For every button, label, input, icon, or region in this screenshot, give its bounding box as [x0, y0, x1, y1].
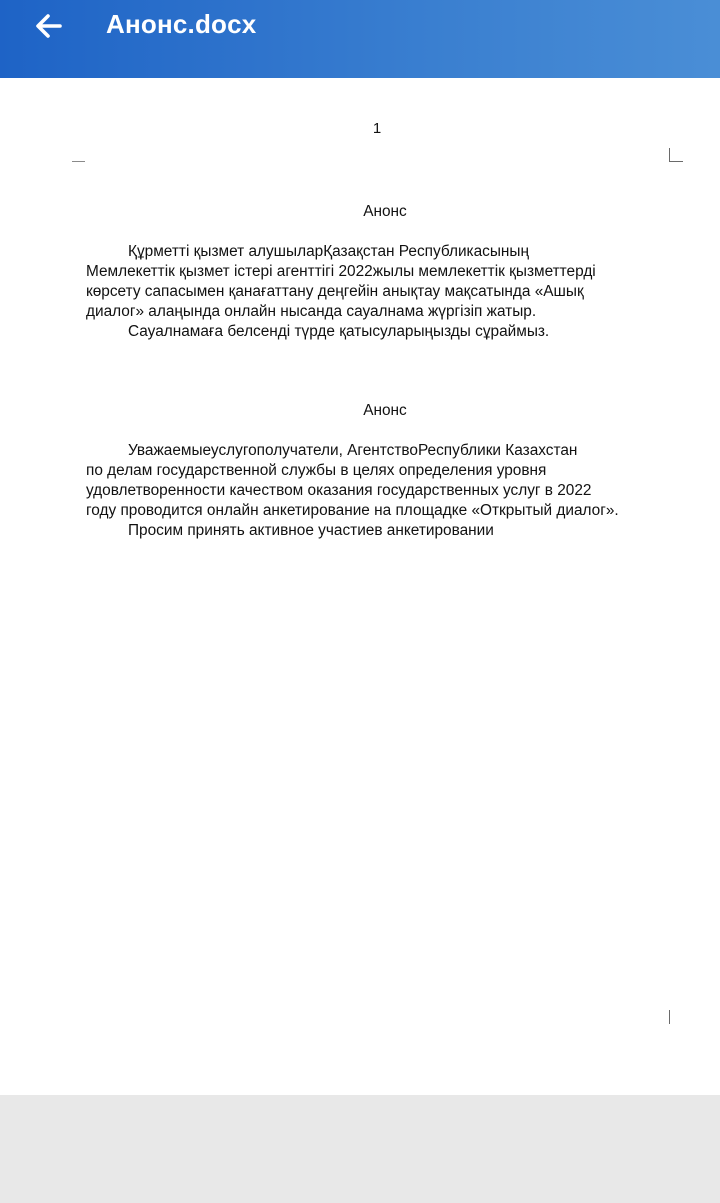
app-bar: [0, 0, 720, 78]
section-heading: Анонс: [363, 402, 407, 419]
announcement-kazakh: [86, 202, 682, 342]
paragraph-line: Мемлекеттік қызмет істері агенттігі 2022жылы мемлекеттік қызметтерді: [86, 263, 596, 280]
paragraph-line: диалог» алаңында онлайн нысанда сауалнама жүргізіп жатыр.: [86, 303, 537, 320]
paragraph-line: Сауалнамаға белсенді түрде қатысуларыңызды сұраймыз.: [128, 323, 550, 340]
section-body: [86, 441, 682, 541]
paragraph-line: көрсету сапасымен қанағаттану деңгейін анықтау мақсатында «Ашық: [86, 283, 584, 300]
arrow-left-icon: [26, 6, 78, 50]
section-body: [86, 242, 682, 342]
page-number: 1: [372, 120, 382, 137]
paragraph-line: Просим принять активное участиев анкетировании: [128, 522, 494, 539]
paragraph-line: Құрметті қызмет алушыларҚазақстан Республикасының: [128, 243, 529, 260]
paragraph-line: по делам государственной службы в целях определения уровня: [86, 462, 547, 479]
margin-mark-top-right: [669, 148, 683, 162]
document-page: [0, 78, 720, 1095]
announcement-russian: [86, 401, 682, 541]
section-heading: Анонс: [363, 203, 407, 220]
document-title: Анонс.docx: [106, 9, 257, 39]
margin-mark-bottom-right: [669, 1010, 670, 1024]
paragraph-line: удовлетворенности качеством оказания государственных услуг в 2022: [86, 482, 592, 499]
viewer-background: [0, 1095, 720, 1203]
back-button[interactable]: [26, 6, 78, 50]
margin-mark-top-left: [72, 161, 85, 162]
paragraph-line: Уважаемыеуслугополучатели, АгентствоРеспублики Казахстан: [128, 442, 578, 459]
paragraph-line: году проводится онлайн анкетирование на площадке «Открытый диалог».: [86, 502, 619, 519]
